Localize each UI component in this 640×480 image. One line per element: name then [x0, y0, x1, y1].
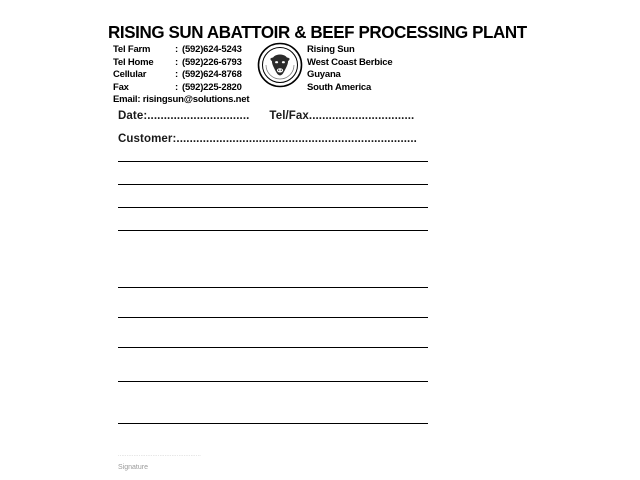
signature-label: Signature	[118, 464, 148, 471]
email-value: risingsun@solutions.net	[142, 94, 250, 106]
writing-rule	[118, 317, 428, 318]
writing-rule	[118, 230, 428, 231]
contact-label: Tel Farm	[113, 44, 151, 55]
address-line: South America	[307, 81, 372, 93]
contact-label: Cellular	[113, 69, 147, 81]
date-dots: ...............................	[147, 110, 250, 122]
date-label: Date:	[118, 110, 148, 122]
contact-colon: :	[175, 81, 178, 93]
writing-rule	[118, 161, 428, 162]
writing-rule	[118, 381, 428, 382]
bull-head-seal-logo	[257, 42, 303, 88]
contact-colon: :	[175, 69, 178, 81]
contact-label: Tel Home	[113, 56, 154, 68]
date-field-line	[118, 110, 414, 122]
email-label: Email:	[113, 94, 141, 106]
customer-field-line	[118, 133, 417, 145]
contact-value: (592)226-6793	[182, 56, 242, 68]
address-block	[307, 44, 477, 94]
contact-colon: :	[175, 44, 178, 55]
address-line: Guyana	[307, 69, 341, 81]
email-row	[113, 94, 323, 107]
customer-dots: .........................................................................	[176, 133, 417, 145]
contact-label: Fax	[113, 81, 129, 93]
contact-value: (592)624-8768	[182, 69, 242, 81]
telfax-label: Tel/Fax	[269, 110, 309, 122]
contact-value: (592)624-5243	[182, 44, 242, 55]
writing-rule	[118, 184, 428, 185]
telfax-dots: ................................	[308, 110, 415, 122]
writing-rule	[118, 423, 428, 424]
writing-rule	[118, 287, 428, 288]
customer-label: Customer:	[118, 133, 177, 145]
address-line: West Coast Berbice	[307, 56, 393, 68]
contact-value: (592)225-2820	[182, 81, 242, 93]
footer-dotted-line: ................................................	[118, 452, 201, 458]
contact-colon: :	[175, 56, 178, 68]
address-line: Rising Sun	[307, 44, 355, 55]
writing-rule	[118, 347, 428, 348]
writing-rule	[118, 207, 428, 208]
letterhead-title: RISING SUN ABATTOIR & BEEF PROCESSING PLANT	[108, 22, 527, 42]
